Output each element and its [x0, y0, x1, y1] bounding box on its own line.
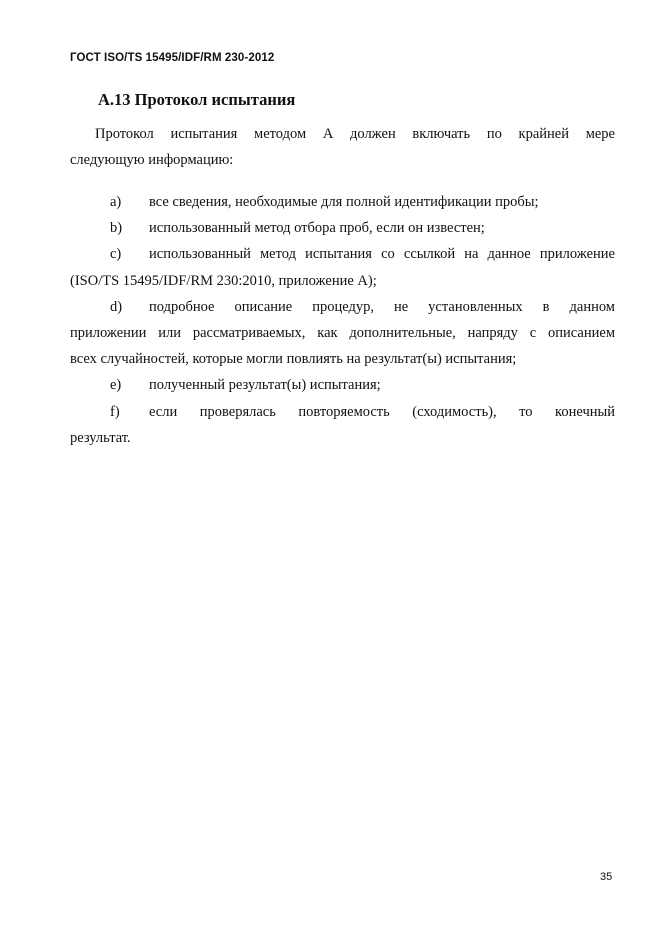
list-item-continuation: (ISO/TS 15495/IDF/RM 230:2010, приложение А); — [70, 272, 377, 289]
list-item-text: подробное описание процедур, не установленных в данном — [149, 298, 615, 315]
list-item-text: использованный метод отбора проб, если он известен; — [149, 220, 485, 237]
list-item-b — [70, 215, 615, 241]
intro-line-2: следующую информацию: — [70, 152, 234, 168]
list-item-e — [70, 372, 615, 398]
list-item-c — [70, 241, 615, 293]
section-title: А.13 Протокол испытания — [98, 90, 296, 109]
list-item-continuation: всех случайностей, которые могли повлиять на результат(ы) испытания; — [70, 351, 517, 368]
list-item-a — [70, 189, 615, 215]
requirements-list — [70, 189, 615, 451]
list-item-d — [70, 294, 615, 373]
list-item-f — [70, 399, 615, 451]
section-intro — [70, 121, 615, 173]
list-marker: b) — [110, 220, 123, 237]
list-item-text: все сведения, необходимые для полной идентификации пробы; — [149, 194, 539, 210]
list-marker: c) — [110, 246, 122, 263]
list-item-text: если проверялась повторяемость (сходимость), то конечный — [149, 403, 615, 420]
list-marker: a) — [110, 194, 122, 210]
list-item-continuation: приложении или рассматриваемых, как дополнительные, напряду с описанием — [70, 325, 615, 342]
list-marker: d) — [110, 298, 123, 315]
list-item-text: использованный метод испытания со ссылкой на данное приложение — [149, 246, 615, 263]
list-item-text: полученный результат(ы) испытания; — [149, 377, 381, 394]
list-item-continuation: результат. — [70, 429, 131, 446]
page-number: 35 — [600, 871, 613, 883]
intro-line-1: Протокол испытания методом А должен включать по крайней мере — [95, 126, 615, 142]
list-marker: e) — [110, 377, 122, 394]
list-marker: f) — [110, 403, 120, 420]
document-standard-header: ГОСТ ISO/TS 15495/IDF/RM 230-2012 — [70, 52, 275, 64]
